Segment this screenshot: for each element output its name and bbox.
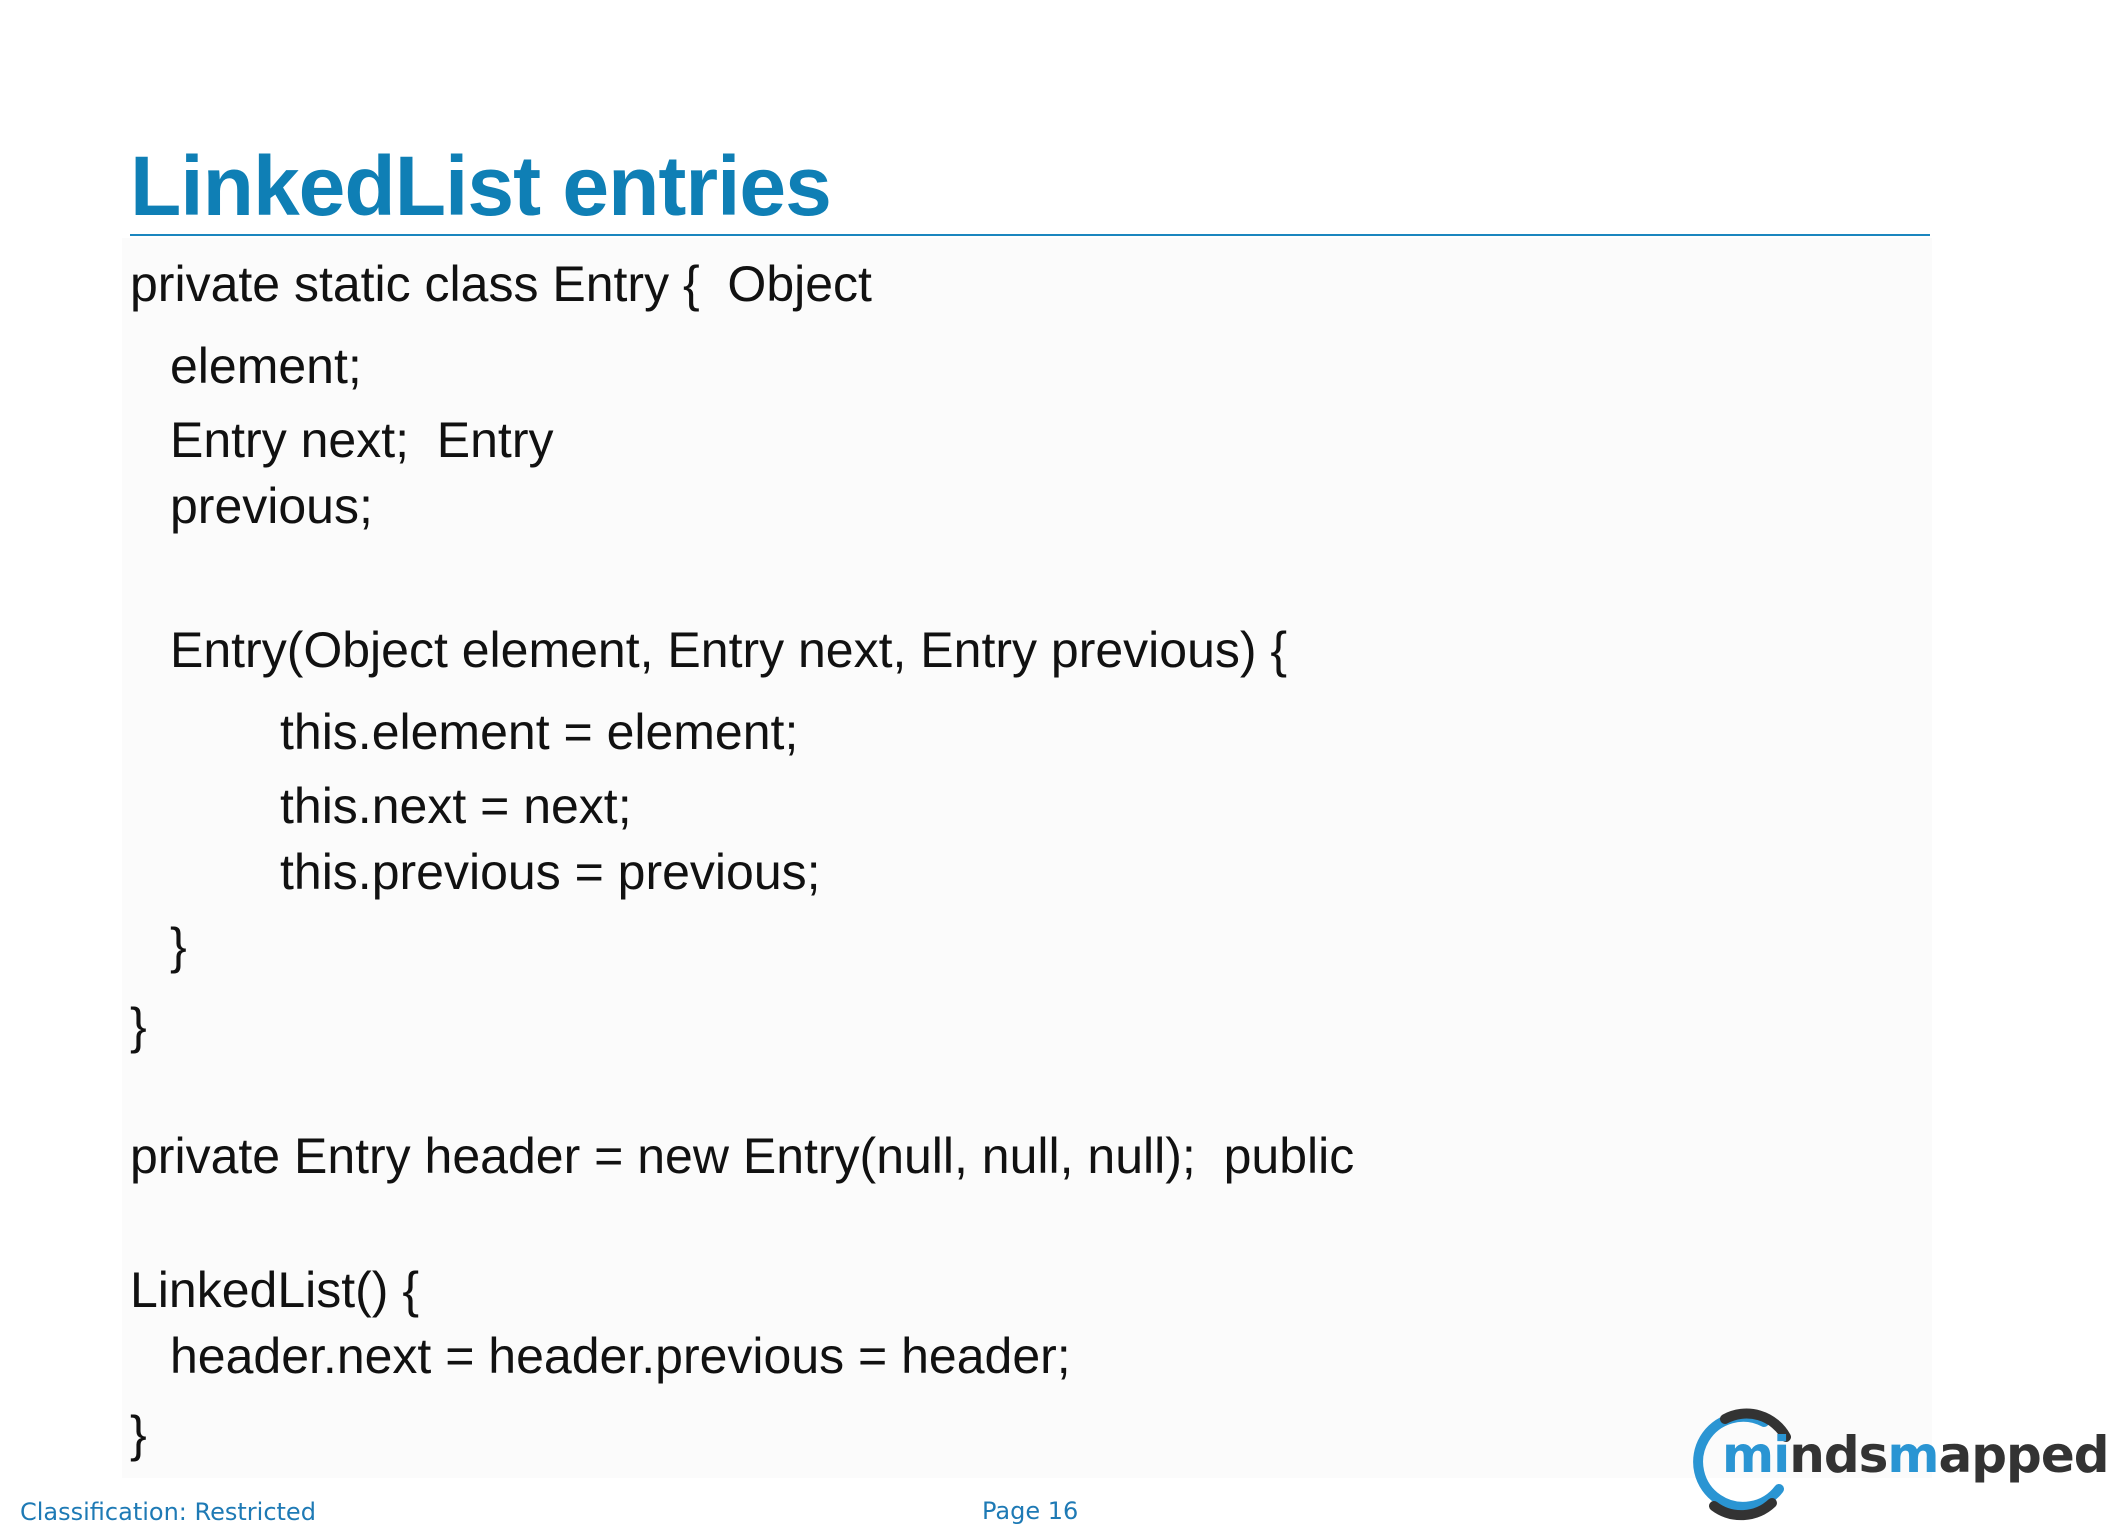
code-line-4: previous;: [170, 478, 373, 534]
logo-wordmark: [1722, 1425, 2109, 1485]
classification-label: Classification: Restricted: [20, 1498, 316, 1526]
slide-title: LinkedList entries: [130, 139, 831, 233]
page-number: Page 16: [982, 1497, 1079, 1525]
code-line-13: header.next = header.previous = header;: [170, 1328, 1071, 1384]
code-line-10: }: [130, 998, 147, 1054]
code-line-14: }: [130, 1406, 147, 1462]
code-line-2: element;: [170, 338, 362, 394]
logo-text-part-1: mi: [1722, 1426, 1790, 1484]
logo-text-part-4: apped: [1938, 1426, 2109, 1484]
code-line-9: }: [170, 918, 187, 974]
code-line-3: Entry next; Entry: [170, 412, 554, 468]
code-line-12: LinkedList() {: [130, 1262, 420, 1318]
code-line-7: this.next = next;: [280, 778, 632, 834]
logo-text-part-2: nds: [1789, 1426, 1888, 1484]
code-line-5: Entry(Object element, Entry next, Entry previous) {: [170, 622, 1288, 678]
mindsmapped-logo: [1690, 1395, 2109, 1525]
code-line-8: this.previous = previous;: [280, 844, 821, 900]
code-line-11: private Entry header = new Entry(null, null, null); public: [130, 1128, 1355, 1184]
code-line-6: this.element = element;: [280, 704, 799, 760]
title-divider: [130, 234, 1930, 236]
logo-text-part-3: m: [1887, 1426, 1939, 1484]
code-line-1: private static class Entry { Object: [130, 256, 872, 312]
